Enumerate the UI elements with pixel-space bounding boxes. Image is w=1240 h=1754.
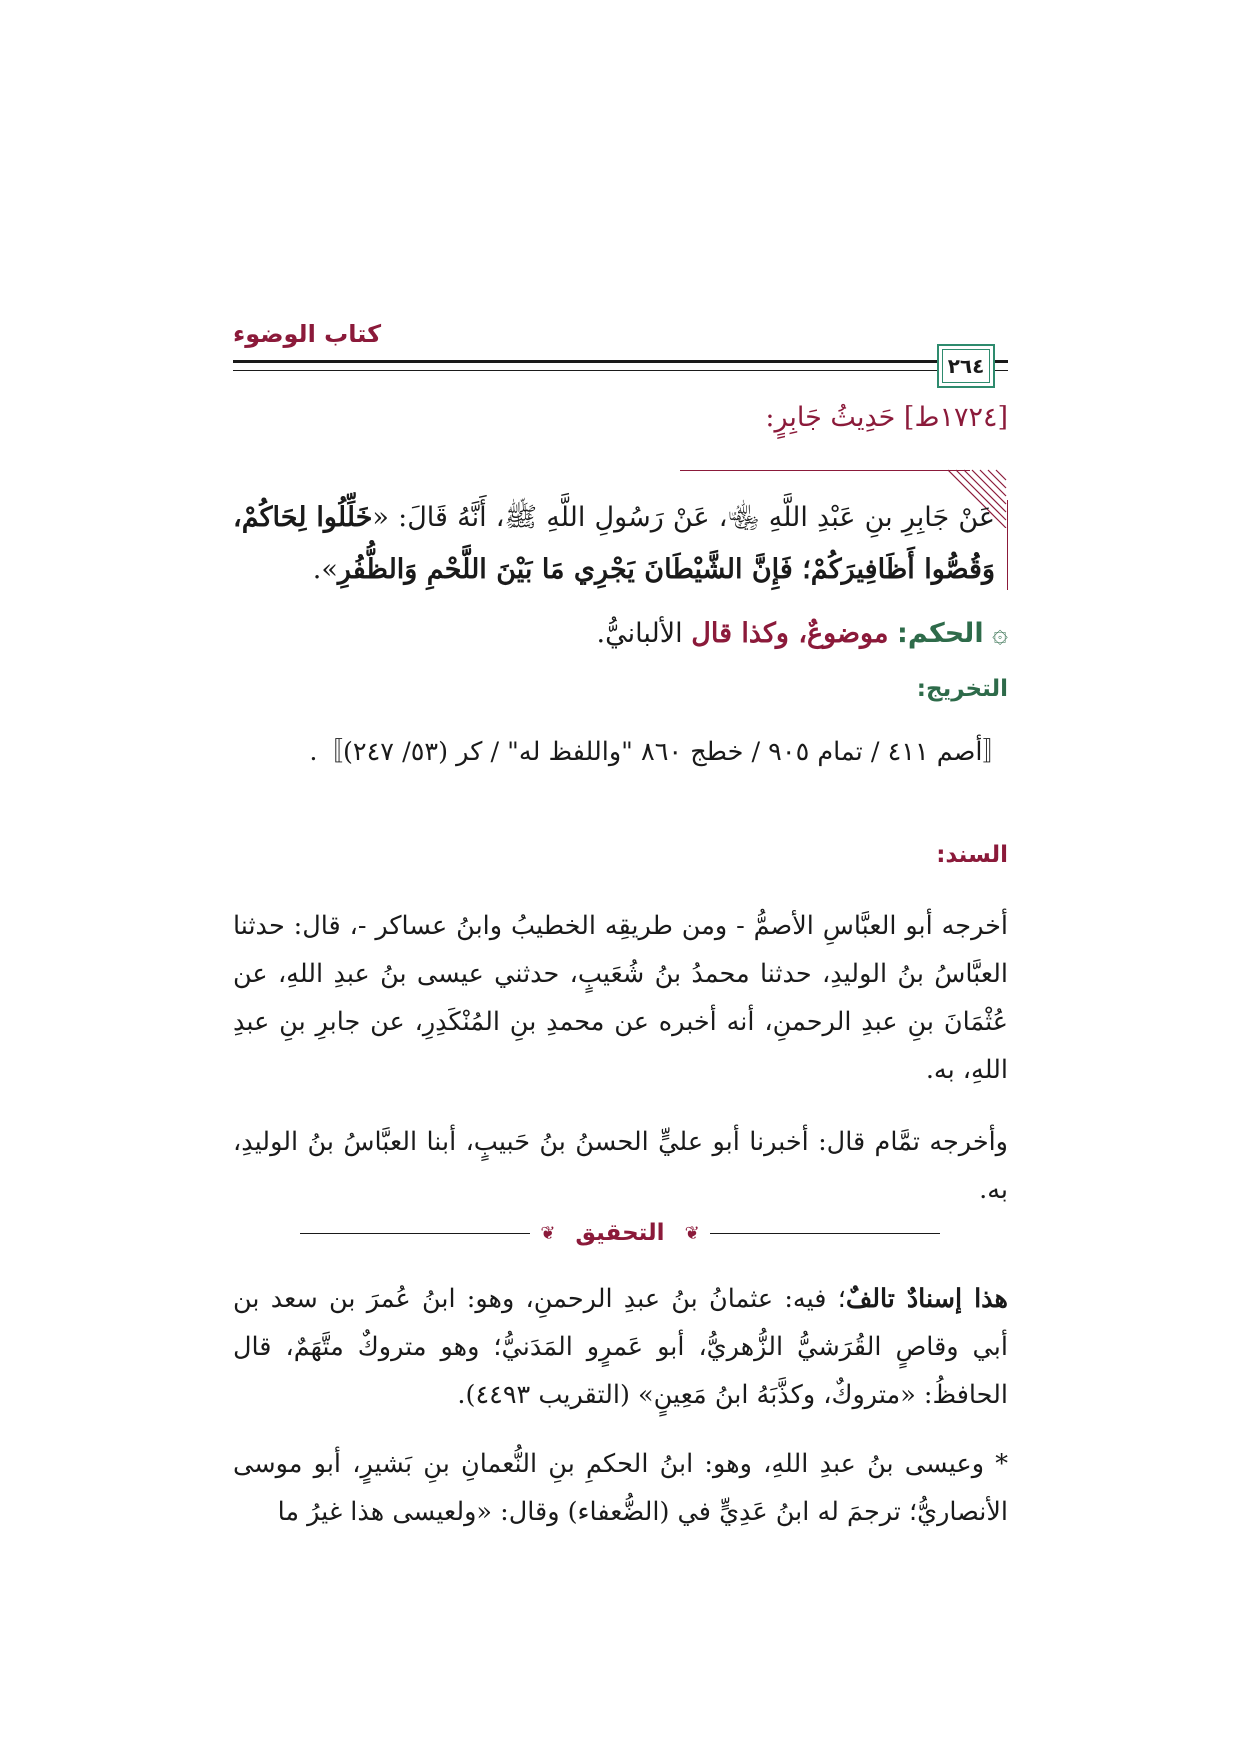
ruling-label: الحكم: bbox=[897, 618, 984, 649]
hadith-narration: عَنْ جَابِرِ بنِ عَبْدِ اللَّهِ ﵄، عَنْ رَسُولِ اللَّهِ ﷺ، أَنَّهُ قَالَ: « bbox=[372, 502, 996, 533]
takhrij-text: 〚أصم ٤١١ / تمام ٩٠٥ / خطج ٨٦٠ "واللفظ له" / كر (٥٣/ ٢٤٧)〛. bbox=[309, 737, 1008, 767]
hadith-quote-end: ». bbox=[312, 554, 338, 585]
page-number-frame bbox=[937, 344, 995, 388]
tahqiq-verdict: هذا إسنادٌ تالفٌ bbox=[845, 1284, 1008, 1314]
divider-line bbox=[710, 1233, 940, 1234]
hadith-quote: خَلِّلُوا لِحَاكُمْ، وَقُصُّوا أَظَافِيرَكُمْ؛ فَإِنَّ الشَّيْطَانَ يَجْرِي مَا بَيْنَ اللَّحْمِ وَالظُّفُرِ bbox=[233, 502, 995, 585]
header-rule-thin bbox=[233, 370, 1008, 371]
takhrij-heading: التخريج: bbox=[916, 676, 1008, 702]
hadith-heading bbox=[248, 402, 1008, 433]
book-title: كتاب الوضوء bbox=[233, 320, 382, 348]
tahqiq-divider bbox=[300, 1220, 940, 1246]
divider-ornament-icon: ❦ bbox=[684, 1222, 700, 1244]
divider-ornament-icon: ❦ bbox=[540, 1222, 556, 1244]
divider-line bbox=[300, 1233, 530, 1234]
sanad-heading: السند: bbox=[936, 842, 1008, 868]
hadith-box-side-border bbox=[1007, 500, 1008, 590]
ruling-scholar: الألبانيُّ. bbox=[596, 618, 683, 649]
sanad-paragraph-1: أخرجه أبو العبَّاسِ الأصمُّ - ومن طريقِه الخطيبُ وابنُ عساكر -، قال: حدثنا العبَّاسُ بنُ الوليدِ، حدثنا محمدُ بنُ شُعَيبٍ، حدثني عيسى بنُ عبدِ اللهِ، عن عُثْمَانَ بنِ عبدِ الرحمنِ، أنه أخبره عن محمدِ بنِ المُنْكَدِرِ، عن جابرِ بنِ عبدِ اللهِ، به. bbox=[233, 911, 1008, 1085]
tahqiq-paragraph-1 bbox=[233, 1275, 1008, 1419]
hadith-title: حَدِيثُ جَابِرٍ: bbox=[765, 402, 896, 433]
tahqiq-paragraph-2: * وعيسى بنُ عبدِ اللهِ، وهو: ابنُ الحكمِ بنِ النُّعمانِ بنِ بَشيرٍ، أبو موسى الأنصاريُّ؛ ترجمَ له ابنُ عَدِيٍّ في (الضُّعفاء) وقال: «ولعيسى هذا غيرُ ما bbox=[233, 1449, 1008, 1527]
sanad-paragraph-2: وأخرجه تمَّام قال: أخبرنا أبو عليٍّ الحسنُ بنُ حَبيبٍ، أبنا العبَّاسُ بنُ الوليدِ، به. bbox=[233, 1127, 1008, 1205]
ruling-line bbox=[233, 618, 1008, 649]
flower-ornament-icon: ۞ bbox=[992, 618, 1008, 649]
tahqiq-paragraph-1-text: ؛ فيه: عثمانُ بنُ عبدِ الرحمنِ، وهو: ابنُ عُمرَ بن سعد بن أبي وقاصٍ القُرَشيُّ الزُّهريُّ، أبو عَمرٍو المَدَنيُّ؛ وهو متروكٌ متَّهَمٌ، قال الحافظُ: «متروكٌ، وكذَّبَهُ ابنُ مَعِينٍ» (التقريب ٤٤٩٣). bbox=[233, 1284, 1008, 1410]
hadith-text bbox=[233, 492, 995, 596]
ruling-verdict: موضوعٌ، وكذا قال bbox=[691, 618, 889, 649]
tahqiq-heading: التحقيق bbox=[575, 1220, 665, 1246]
page-number: ٢٦٤ bbox=[942, 349, 990, 383]
hadith-number: [١٧٢٤ط] bbox=[903, 402, 1008, 433]
header-rule-thick bbox=[233, 360, 1008, 363]
hadith-box-top-border bbox=[680, 470, 970, 471]
